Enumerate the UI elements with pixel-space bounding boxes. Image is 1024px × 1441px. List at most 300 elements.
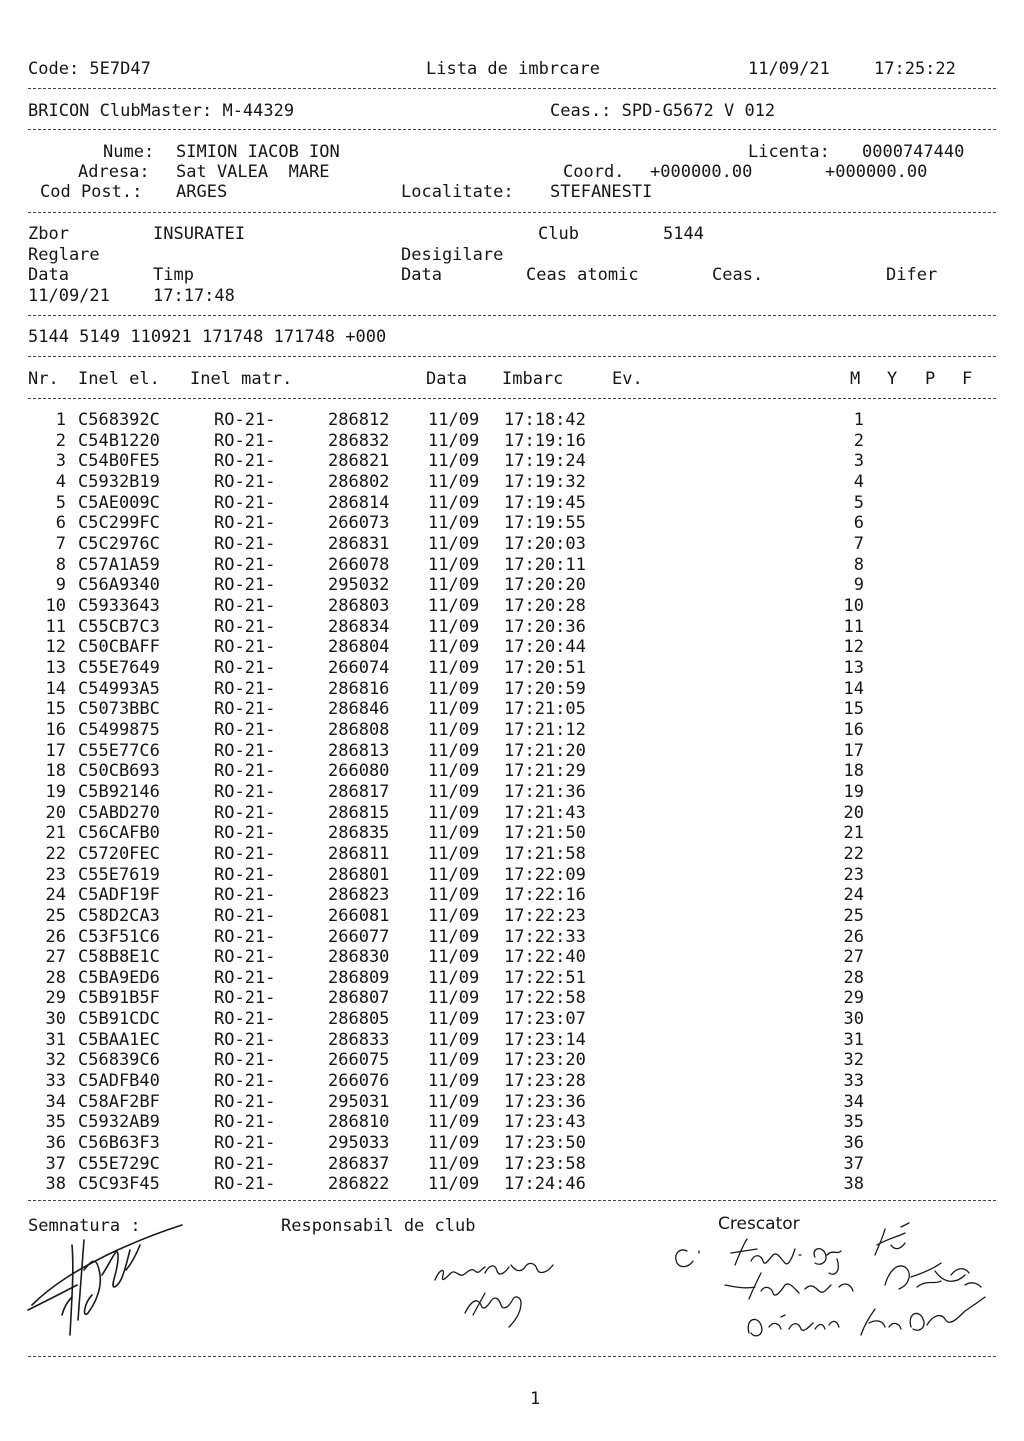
order-m: 25: [843, 905, 864, 926]
basketing-date: 11/09: [428, 678, 480, 699]
table-row: [0, 720, 1024, 741]
locality-label: Localitate:: [401, 182, 514, 202]
basketing-date: 11/09: [428, 719, 480, 740]
electronic-ring: C5073BBC: [78, 699, 160, 720]
page-number: 1: [530, 1389, 541, 1409]
difer-label: Difer: [886, 265, 938, 285]
order-m: 11: [843, 616, 864, 637]
ring-number: 266078: [328, 554, 390, 575]
ring-prefix: RO-21-: [214, 947, 276, 968]
table-row: [0, 1071, 1024, 1092]
row-number: 18: [45, 761, 66, 782]
divider: [28, 129, 996, 130]
basketing-date: 11/09: [428, 843, 480, 864]
order-m: 32: [843, 1050, 864, 1071]
row-number: 16: [45, 719, 66, 740]
table-row: [0, 617, 1024, 638]
table-row: [0, 1133, 1024, 1154]
basketing-date: 11/09: [428, 1050, 480, 1071]
col-header-nr: Nr.: [28, 369, 59, 389]
electronic-ring: C56839C6: [78, 1050, 160, 1071]
basketing-date: 11/09: [428, 451, 480, 472]
ring-prefix: RO-21-: [214, 1009, 276, 1030]
basketing-time: 17:19:55: [504, 513, 586, 534]
document-title: Lista de imbrcare: [426, 59, 600, 79]
timp-label: Timp: [153, 265, 194, 285]
basketing-time: 17:20:11: [504, 554, 586, 575]
basketing-date: 11/09: [428, 1112, 480, 1133]
electronic-ring: C58AF2BF: [78, 1091, 160, 1112]
data-label-2: Data: [401, 265, 442, 285]
ring-number: 286805: [328, 1009, 390, 1030]
table-row: [0, 596, 1024, 617]
document-code: Code: 5E7D47: [28, 59, 151, 79]
row-number: 13: [45, 657, 66, 678]
order-m: 13: [843, 657, 864, 678]
basketing-time: 17:20:44: [504, 637, 586, 658]
order-m: 34: [843, 1091, 864, 1112]
basketing-time: 17:23:28: [504, 1071, 586, 1092]
table-row: [0, 679, 1024, 700]
ring-prefix: RO-21-: [214, 719, 276, 740]
basketing-time: 17:23:58: [504, 1153, 586, 1174]
ring-prefix: RO-21-: [214, 410, 276, 430]
order-m: 19: [843, 781, 864, 802]
ring-prefix: RO-21-: [214, 699, 276, 720]
basketing-time: 17:21:12: [504, 719, 586, 740]
electronic-ring: C58D2CA3: [78, 905, 160, 926]
club-label: Club: [538, 224, 579, 244]
electronic-ring: C54B1220: [78, 430, 160, 451]
electronic-ring: C5932AB9: [78, 1112, 160, 1133]
row-number: 11: [45, 616, 66, 637]
col-header-inel-el: Inel el.: [78, 369, 160, 389]
ring-prefix: RO-21-: [214, 492, 276, 513]
ring-prefix: RO-21-: [214, 1174, 276, 1195]
basketing-date: 11/09: [428, 492, 480, 513]
ceas-atomic-label: Ceas atomic: [526, 265, 639, 285]
row-number: 14: [45, 678, 66, 699]
electronic-ring: C54993A5: [78, 678, 160, 699]
row-number: 28: [45, 967, 66, 988]
ring-number: 286817: [328, 781, 390, 802]
ring-prefix: RO-21-: [214, 1050, 276, 1071]
row-number: 9: [55, 575, 66, 596]
ring-number: 286808: [328, 719, 390, 740]
print-time: 17:25:22: [874, 59, 956, 79]
order-m: 22: [843, 843, 864, 864]
row-number: 34: [45, 1091, 66, 1112]
basketing-time: 17:19:16: [504, 430, 586, 451]
ring-prefix: RO-21-: [214, 967, 276, 988]
flight-name: INSURATEI: [153, 224, 246, 244]
order-m: 27: [843, 947, 864, 968]
basketing-time: 17:20:20: [504, 575, 586, 596]
row-number: 19: [45, 781, 66, 802]
basketing-time: 17:21:43: [504, 802, 586, 823]
electronic-ring: C5499875: [78, 719, 160, 740]
order-m: 29: [843, 988, 864, 1009]
basketing-time: 17:22:51: [504, 967, 586, 988]
electronic-ring: C55E729C: [78, 1153, 160, 1174]
basketing-time: 17:22:40: [504, 947, 586, 968]
print-date: 11/09/21: [748, 59, 830, 79]
ring-prefix: RO-21-: [214, 471, 276, 492]
basketing-time: 17:19:45: [504, 492, 586, 513]
electronic-ring: C5933643: [78, 595, 160, 616]
electronic-ring: C57A1A59: [78, 554, 160, 575]
electronic-ring: C5B91CDC: [78, 1009, 160, 1030]
basketing-time: 17:23:14: [504, 1029, 586, 1050]
ring-number: 295033: [328, 1133, 390, 1154]
order-m: 2: [853, 430, 864, 451]
order-m: 12: [843, 637, 864, 658]
electronic-ring: C5B92146: [78, 781, 160, 802]
table-row: [0, 968, 1024, 989]
row-number: 20: [45, 802, 66, 823]
ring-prefix: RO-21-: [214, 781, 276, 802]
owner-postcode: ARGES: [176, 182, 228, 202]
order-m: 14: [843, 678, 864, 699]
order-m: 20: [843, 802, 864, 823]
table-row: [0, 658, 1024, 679]
ring-prefix: RO-21-: [214, 678, 276, 699]
order-m: 10: [843, 595, 864, 616]
basketing-date: 11/09: [428, 761, 480, 782]
order-m: 36: [843, 1133, 864, 1154]
table-row: [0, 699, 1024, 720]
data-label: Data: [28, 265, 69, 285]
ring-prefix: RO-21-: [214, 988, 276, 1009]
basketing-date: 11/09: [428, 926, 480, 947]
electronic-ring: C58B8E1C: [78, 947, 160, 968]
row-number: 36: [45, 1133, 66, 1154]
table-row: [0, 1030, 1024, 1051]
ring-number: 286831: [328, 533, 390, 554]
ring-number: 266076: [328, 1071, 390, 1092]
table-row: [0, 823, 1024, 844]
electronic-ring: C56B63F3: [78, 1133, 160, 1154]
basketing-time: 17:18:42: [504, 410, 586, 430]
basketing-date: 11/09: [428, 637, 480, 658]
row-number: 1: [55, 410, 66, 430]
ring-number: 266075: [328, 1050, 390, 1071]
order-m: 6: [853, 513, 864, 534]
ring-number: 286830: [328, 947, 390, 968]
divider: [28, 398, 996, 399]
row-number: 6: [55, 513, 66, 534]
basketing-time: 17:22:23: [504, 905, 586, 926]
row-number: 35: [45, 1112, 66, 1133]
electronic-ring: C50CB693: [78, 761, 160, 782]
basketing-date: 11/09: [428, 1133, 480, 1154]
ring-prefix: RO-21-: [214, 1133, 276, 1154]
coord-lat: +000000.00: [650, 162, 753, 182]
license-number: 0000747440: [862, 142, 965, 162]
owner-locality: STEFANESTI: [550, 182, 653, 202]
table-row: [0, 865, 1024, 886]
basketing-date: 11/09: [428, 616, 480, 637]
basketing-time: 17:21:36: [504, 781, 586, 802]
row-number: 3: [55, 451, 66, 472]
table-row: [0, 1092, 1024, 1113]
row-number: 27: [45, 947, 66, 968]
order-m: 7: [853, 533, 864, 554]
ring-prefix: RO-21-: [214, 575, 276, 596]
table-row: [0, 1050, 1024, 1071]
row-number: 38: [45, 1174, 66, 1195]
basketing-date: 11/09: [428, 905, 480, 926]
ring-prefix: RO-21-: [214, 1112, 276, 1133]
col-header-f: F: [962, 369, 973, 389]
electronic-ring: C50CBAFF: [78, 637, 160, 658]
order-m: 26: [843, 926, 864, 947]
ring-prefix: RO-21-: [214, 513, 276, 534]
ring-prefix: RO-21-: [214, 595, 276, 616]
ring-number: 266073: [328, 513, 390, 534]
basketing-time: 17:23:20: [504, 1050, 586, 1071]
ring-number: 286813: [328, 740, 390, 761]
col-header-inel-matr: Inel matr.: [190, 369, 293, 389]
ring-number: 286834: [328, 616, 390, 637]
ring-number: 266077: [328, 926, 390, 947]
basketing-date: 11/09: [428, 410, 480, 430]
ring-number: 266080: [328, 761, 390, 782]
electronic-ring: C5C299FC: [78, 513, 160, 534]
row-number: 4: [55, 471, 66, 492]
ring-prefix: RO-21-: [214, 1153, 276, 1174]
divider: [28, 356, 996, 357]
ring-number: 286811: [328, 843, 390, 864]
ring-number: 266081: [328, 905, 390, 926]
electronic-ring: C5ABD270: [78, 802, 160, 823]
ring-number: 286809: [328, 967, 390, 988]
ring-prefix: RO-21-: [214, 616, 276, 637]
divider: [28, 212, 996, 213]
ring-number: 286804: [328, 637, 390, 658]
basketing-date: 11/09: [428, 513, 480, 534]
order-m: 37: [843, 1153, 864, 1174]
postcode-label: Cod Post.:: [40, 182, 143, 202]
ring-prefix: RO-21-: [214, 430, 276, 451]
ring-prefix: RO-21-: [214, 740, 276, 761]
ring-prefix: RO-21-: [214, 905, 276, 926]
order-m: 38: [843, 1174, 864, 1195]
basketing-time: 17:20:36: [504, 616, 586, 637]
reglare-date: 11/09/21: [28, 286, 110, 306]
order-m: 1: [853, 410, 864, 430]
basketing-date: 11/09: [428, 781, 480, 802]
table-row: [0, 1112, 1024, 1133]
order-m: 21: [843, 823, 864, 844]
col-header-ev: Ev.: [612, 369, 643, 389]
ring-prefix: RO-21-: [214, 533, 276, 554]
basketing-time: 17:20:03: [504, 533, 586, 554]
row-number: 26: [45, 926, 66, 947]
basketing-time: 17:21:58: [504, 843, 586, 864]
row-number: 7: [55, 533, 66, 554]
club-responsible-label: Responsabil de club: [281, 1216, 476, 1236]
row-number: 8: [55, 554, 66, 575]
table-row: [0, 534, 1024, 555]
electronic-ring: C5720FEC: [78, 843, 160, 864]
basketing-date: 11/09: [428, 802, 480, 823]
ring-number: 286822: [328, 1174, 390, 1195]
table-row: [0, 513, 1024, 534]
ring-prefix: RO-21-: [214, 657, 276, 678]
electronic-ring: C5C2976C: [78, 533, 160, 554]
basketing-time: 17:20:59: [504, 678, 586, 699]
order-m: 35: [843, 1112, 864, 1133]
order-m: 3: [853, 451, 864, 472]
reglare-label: Reglare: [28, 245, 100, 265]
ring-number: 286816: [328, 678, 390, 699]
basketing-time: 17:20:28: [504, 595, 586, 616]
basketing-time: 17:23:50: [504, 1133, 586, 1154]
table-row: [0, 885, 1024, 906]
basketing-date: 11/09: [428, 967, 480, 988]
basketing-time: 17:21:05: [504, 699, 586, 720]
ring-prefix: RO-21-: [214, 637, 276, 658]
divider: [28, 1356, 996, 1357]
basketing-date: 11/09: [428, 864, 480, 885]
row-number: 24: [45, 885, 66, 906]
ring-prefix: RO-21-: [214, 802, 276, 823]
electronic-ring: C5BAA1EC: [78, 1029, 160, 1050]
basketing-date: 11/09: [428, 471, 480, 492]
table-row: [0, 803, 1024, 824]
license-label: Licenta:: [748, 142, 830, 162]
ring-number: 286801: [328, 864, 390, 885]
table-row: [0, 947, 1024, 968]
clock-device: Ceas.: SPD-G5672 V 012: [550, 101, 776, 121]
basketing-time: 17:23:07: [504, 1009, 586, 1030]
basketing-date: 11/09: [428, 430, 480, 451]
ring-number: 286833: [328, 1029, 390, 1050]
ring-number: 286823: [328, 885, 390, 906]
table-row: [0, 493, 1024, 514]
basketing-time: 17:20:51: [504, 657, 586, 678]
ring-number: 286835: [328, 823, 390, 844]
col-header-y: Y: [887, 369, 898, 389]
row-number: 31: [45, 1029, 66, 1050]
basketing-date: 11/09: [428, 575, 480, 596]
basketing-date: 11/09: [428, 554, 480, 575]
coord-lon: +000000.00: [825, 162, 928, 182]
ring-number: 286802: [328, 471, 390, 492]
row-number: 23: [45, 864, 66, 885]
row-number: 10: [45, 595, 66, 616]
basketing-date: 11/09: [428, 533, 480, 554]
order-m: 5: [853, 492, 864, 513]
col-header-p: P: [925, 369, 936, 389]
order-m: 16: [843, 719, 864, 740]
coord-label: Coord.: [563, 162, 625, 182]
electronic-ring: C5ADFB40: [78, 1071, 160, 1092]
basketing-date: 11/09: [428, 823, 480, 844]
zbor-label: Zbor: [28, 224, 69, 244]
col-header-m: M: [850, 369, 861, 389]
ring-prefix: RO-21-: [214, 1071, 276, 1092]
table-row: [0, 927, 1024, 948]
ring-number: 286821: [328, 451, 390, 472]
electronic-ring: C5B91B5F: [78, 988, 160, 1009]
ring-prefix: RO-21-: [214, 926, 276, 947]
col-header-data: Data: [426, 369, 467, 389]
basketing-time: 17:23:43: [504, 1112, 586, 1133]
ring-number: 295031: [328, 1091, 390, 1112]
col-header-imbarc: Imbarc: [502, 369, 564, 389]
table-row: [0, 782, 1024, 803]
address-label: Adresa:: [78, 162, 150, 182]
order-m: 15: [843, 699, 864, 720]
basketing-time: 17:22:58: [504, 988, 586, 1009]
table-row: [0, 844, 1024, 865]
ring-prefix: RO-21-: [214, 554, 276, 575]
breeder-handwriting: [665, 1215, 1010, 1355]
row-number: 37: [45, 1153, 66, 1174]
basketing-date: 11/09: [428, 699, 480, 720]
table-row: [0, 761, 1024, 782]
basketing-time: 17:24:46: [504, 1174, 586, 1195]
order-m: 9: [853, 575, 864, 596]
electronic-ring: C54B0FE5: [78, 451, 160, 472]
basketing-date: 11/09: [428, 947, 480, 968]
ring-number: 286815: [328, 802, 390, 823]
table-row: [0, 1009, 1024, 1030]
basketing-date: 11/09: [428, 740, 480, 761]
basketing-time: 17:19:24: [504, 451, 586, 472]
table-row: [0, 637, 1024, 658]
basketing-time: 17:19:32: [504, 471, 586, 492]
order-m: 28: [843, 967, 864, 988]
club-master-device: BRICON ClubMaster: M-44329: [28, 101, 295, 121]
basketing-date: 11/09: [428, 1071, 480, 1092]
row-number: 29: [45, 988, 66, 1009]
table-row: [0, 988, 1024, 1009]
ring-prefix: RO-21-: [214, 823, 276, 844]
basketing-date: 11/09: [428, 657, 480, 678]
table-row: [0, 906, 1024, 927]
owner-name: SIMION IACOB ION: [176, 142, 340, 162]
name-label: Nume:: [103, 142, 155, 162]
electronic-ring: C5BA9ED6: [78, 967, 160, 988]
order-m: 17: [843, 740, 864, 761]
divider: [28, 88, 996, 89]
basketing-time: 17:21:50: [504, 823, 586, 844]
order-m: 18: [843, 761, 864, 782]
row-number: 25: [45, 905, 66, 926]
ring-prefix: RO-21-: [214, 1091, 276, 1112]
row-number: 21: [45, 823, 66, 844]
basketing-time: 17:22:16: [504, 885, 586, 906]
basketing-date: 11/09: [428, 1009, 480, 1030]
electronic-ring: C5AE009C: [78, 492, 160, 513]
table-row: [0, 555, 1024, 576]
table-row: [0, 1174, 1024, 1195]
electronic-ring: C568392C: [78, 410, 160, 430]
row-number: 2: [55, 430, 66, 451]
row-number: 12: [45, 637, 66, 658]
order-m: 30: [843, 1009, 864, 1030]
summary-line: 5144 5149 110921 171748 171748 +000: [28, 327, 387, 347]
basketing-date: 11/09: [428, 1029, 480, 1050]
ring-number: 286803: [328, 595, 390, 616]
ring-number: 286810: [328, 1112, 390, 1133]
row-number: 17: [45, 740, 66, 761]
row-number: 32: [45, 1050, 66, 1071]
electronic-ring: C55CB7C3: [78, 616, 160, 637]
